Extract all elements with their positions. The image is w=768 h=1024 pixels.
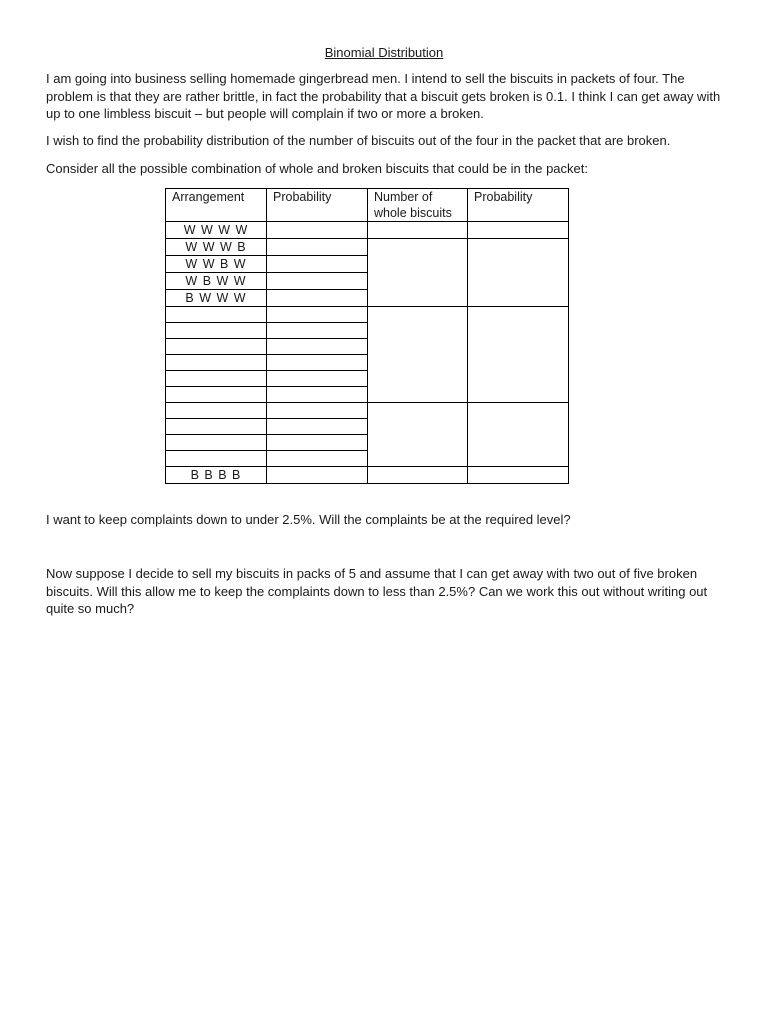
intro-paragraph: I am going into business selling homemade gingerbread men. I intend to sell the biscuits in packets of four. The problem is that they are rather brittle, in fact the probability that a biscuit gets broken is 0.1. I think I can get away with up to one limbless biscuit – but people will complain if two or more a broken. bbox=[46, 71, 721, 121]
page-title: Binomial Distribution bbox=[324, 45, 444, 60]
group-probability-cell[interactable] bbox=[468, 307, 569, 403]
probability-cell[interactable] bbox=[267, 387, 368, 403]
aim-paragraph: I wish to find the probability distribution of the number of biscuits out of the four in the packet that are broken. bbox=[46, 133, 671, 148]
group-probability-cell[interactable] bbox=[468, 403, 569, 467]
whole-count-cell[interactable] bbox=[368, 403, 468, 467]
probability-cell[interactable] bbox=[267, 467, 368, 484]
arrangement-cell: B B B B bbox=[166, 467, 267, 484]
table-row bbox=[166, 403, 569, 419]
arrangement-cell[interactable] bbox=[166, 371, 267, 387]
packs-of-five-question: Now suppose I decide to sell my biscuits in packs of 5 and assume that I can get away with two out of five broken biscuits. Will this allow me to keep the complaints down to less than 2.5%? Can we work this out without writing out quite so much? bbox=[46, 566, 708, 616]
probability-cell[interactable] bbox=[267, 419, 368, 435]
whole-count-cell[interactable] bbox=[368, 467, 468, 484]
arrangement-cell[interactable] bbox=[166, 307, 267, 323]
probability-cell[interactable] bbox=[267, 339, 368, 355]
combinations-paragraph: Consider all the possible combination of whole and broken biscuits that could be in the packet: bbox=[46, 161, 588, 176]
probability-cell[interactable] bbox=[267, 435, 368, 451]
arrangement-table bbox=[165, 188, 569, 484]
arrangement-cell[interactable] bbox=[166, 339, 267, 355]
complaints-question: I want to keep complaints down to under 2.5%. Will the complaints be at the required level? bbox=[46, 512, 571, 527]
whole-count-cell[interactable] bbox=[368, 239, 468, 307]
probability-cell[interactable] bbox=[267, 371, 368, 387]
arrangement-cell[interactable] bbox=[166, 403, 267, 419]
table-header-row bbox=[166, 189, 569, 222]
header-probability: Probability bbox=[267, 189, 368, 222]
probability-cell[interactable] bbox=[267, 273, 368, 290]
whole-count-cell[interactable] bbox=[368, 307, 468, 403]
table-row bbox=[166, 467, 569, 484]
probability-cell[interactable] bbox=[267, 323, 368, 339]
header-group-probability: Probability bbox=[468, 189, 569, 222]
table-row bbox=[166, 239, 569, 256]
arrangement-cell[interactable] bbox=[166, 387, 267, 403]
arrangement-cell: W W W B bbox=[166, 239, 267, 256]
table-row bbox=[166, 222, 569, 239]
group-probability-cell[interactable] bbox=[468, 222, 569, 239]
arrangement-cell[interactable] bbox=[166, 355, 267, 371]
table-row bbox=[166, 307, 569, 323]
arrangement-cell: W W B W bbox=[166, 256, 267, 273]
probability-cell[interactable] bbox=[267, 239, 368, 256]
probability-cell[interactable] bbox=[267, 222, 368, 239]
arrangement-cell[interactable] bbox=[166, 451, 267, 467]
group-probability-cell[interactable] bbox=[468, 467, 569, 484]
probability-cell[interactable] bbox=[267, 256, 368, 273]
arrangement-cell: B W W W bbox=[166, 290, 267, 307]
probability-cell[interactable] bbox=[267, 403, 368, 419]
arrangement-cell[interactable] bbox=[166, 323, 267, 339]
arrangement-cell[interactable] bbox=[166, 419, 267, 435]
group-probability-cell[interactable] bbox=[468, 239, 569, 307]
probability-cell[interactable] bbox=[267, 307, 368, 323]
arrangement-cell: W B W W bbox=[166, 273, 267, 290]
arrangement-cell: W W W W bbox=[166, 222, 267, 239]
probability-cell[interactable] bbox=[267, 355, 368, 371]
whole-count-cell[interactable] bbox=[368, 222, 468, 239]
probability-cell[interactable] bbox=[267, 451, 368, 467]
arrangement-cell[interactable] bbox=[166, 435, 267, 451]
header-whole-biscuits: Number of whole biscuits bbox=[368, 189, 468, 222]
probability-cell[interactable] bbox=[267, 290, 368, 307]
header-arrangement: Arrangement bbox=[166, 189, 267, 222]
